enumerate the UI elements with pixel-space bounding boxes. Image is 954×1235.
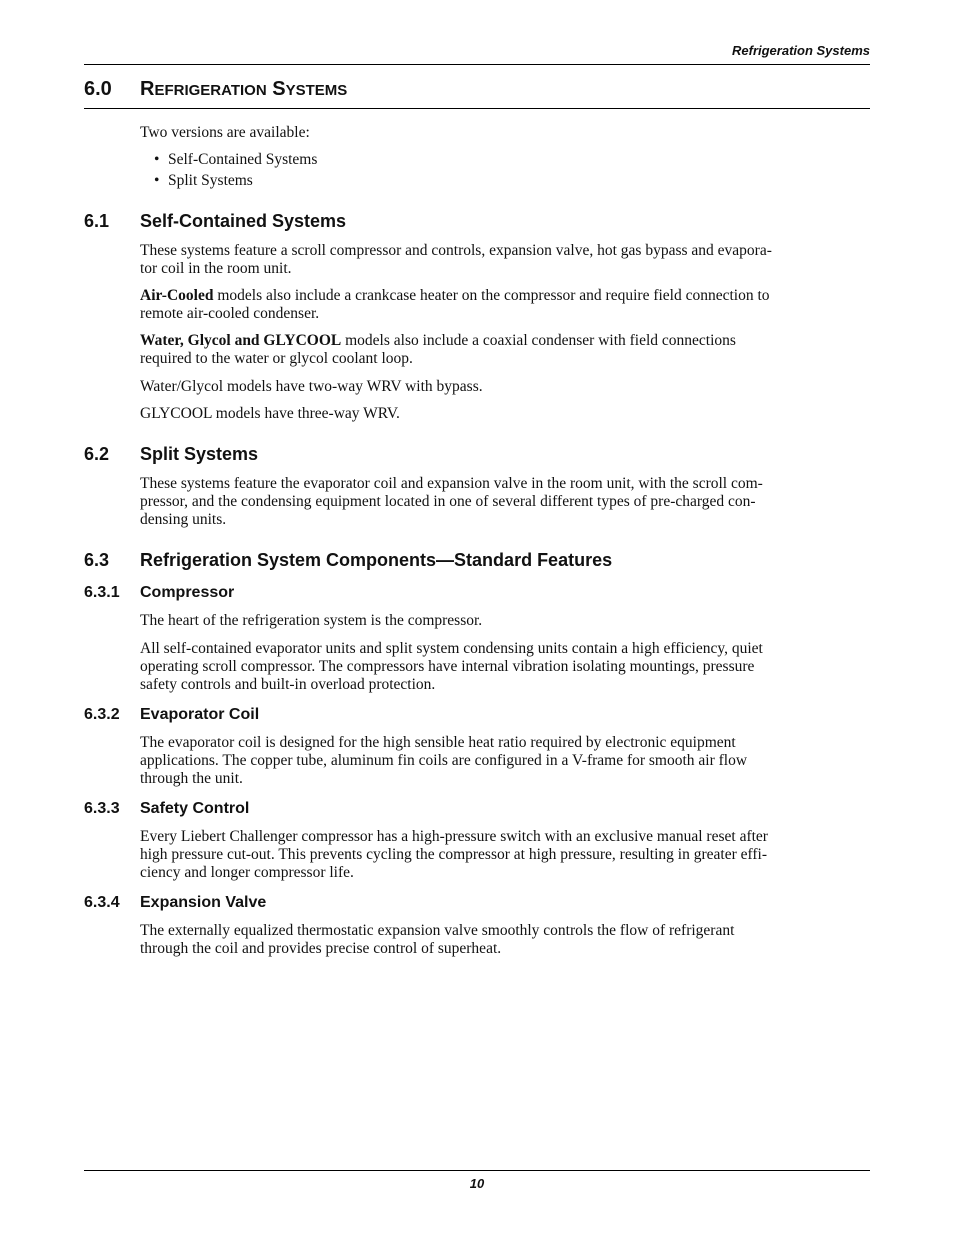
paragraph-line: operating scroll compressor. The compressors have internal vibration isolating mountings, pressure [140,658,755,675]
footer-rule [84,1170,870,1171]
section-number: 6.3 [84,550,110,570]
section-heading-6-1 [84,211,346,232]
intro-text: Two versions are available: [140,124,310,141]
running-header: Refrigeration Systems [732,43,870,58]
paragraph-line: These systems feature a scroll compressor and controls, expansion valve, hot gas bypass and evapora- [140,242,772,259]
bold-term: Air-Cooled [140,287,214,304]
chapter-heading [84,78,347,101]
section-number: 6.3.4 [84,894,120,911]
bullet-glyph: • [154,172,160,189]
paragraph-line: through the coil and provides precise control of superheat. [140,940,502,957]
paragraph-line: The evaporator coil is designed for the high sensible heat ratio required by electronic equipment [140,734,736,751]
paragraph-line: safety controls and built-in overload protection. [140,676,436,693]
section-number: 6.1 [84,211,110,231]
list-item-label: Split Systems [168,172,253,189]
paragraph-line [140,287,872,305]
paragraph-text: models also include a crankcase heater on the compressor and require field connection to [213,287,770,304]
paragraph-line: GLYCOOL models have three-way WRV. [140,405,400,422]
list-item [154,151,317,169]
section-title: Evaporator Coil [140,706,260,723]
section-title: Expansion Valve [140,894,267,911]
subsection-heading-6-3-1 [84,584,234,602]
chapter-title-rest-1: EFRIGERATION [154,82,267,99]
chapter-title-rest-2: YSTEMS [285,82,348,99]
paragraph-text: models also include a coaxial condenser with field connections [341,332,736,349]
list-item [154,172,253,190]
section-title: Safety Control [140,800,250,817]
chapter-rule [84,108,870,109]
paragraph-line: pressor, and the condensing equipment located in one of several different types of pre-charged con- [140,493,756,510]
paragraph-line: densing units. [140,511,227,528]
paragraph-line: through the unit. [140,770,243,787]
section-number: 6.3.3 [84,800,120,817]
paragraph-line: tor coil in the room unit. [140,260,292,277]
page-number: 10 [469,1176,485,1191]
paragraph-line: remote air-cooled condenser. [140,305,320,322]
section-title: Self-Contained Systems [140,211,347,231]
section-title: Compressor [140,584,235,601]
paragraph-line: required to the water or glycol coolant loop. [140,350,413,367]
bold-term: Water, Glycol and GLYCOOL [140,332,342,349]
subsection-heading-6-3-2 [84,706,259,724]
paragraph-line: Every Liebert Challenger compressor has a high-pressure switch with an exclusive manual reset after [140,828,768,845]
section-heading-6-3 [84,550,612,571]
list-item-label: Self-Contained Systems [168,151,318,168]
chapter-title-initial-1: R [140,78,155,100]
paragraph-line: ciency and longer compressor life. [140,864,354,881]
section-title: Split Systems [140,444,259,464]
section-number: 6.3.1 [84,584,120,601]
subsection-heading-6-3-3 [84,800,249,818]
header-rule [84,64,870,65]
bullet-glyph: • [154,151,160,168]
subsection-heading-6-3-4 [84,894,266,912]
paragraph-line: high pressure cut-out. This prevents cycling the compressor at high pressure, resulting in greater effi- [140,846,768,863]
section-title: Refrigeration System Components—Standard Features [140,550,613,570]
section-heading-6-2 [84,444,258,465]
paragraph-line [140,332,872,350]
paragraph-line: These systems feature the evaporator coil and expansion valve in the room unit, with the scroll com- [140,475,763,492]
paragraph-line: The heart of the refrigeration system is the compressor. [140,612,483,629]
paragraph-line: The externally equalized thermostatic expansion valve smoothly controls the flow of refrigerant [140,922,735,939]
paragraph-line: Water/Glycol models have two-way WRV with bypass. [140,378,483,395]
paragraph-line: All self-contained evaporator units and split system condensing units contain a high efficiency, quiet [140,640,763,657]
chapter-title-initial-2: S [272,78,286,100]
section-number: 6.3.2 [84,706,120,723]
section-number: 6.2 [84,444,110,464]
chapter-number: 6.0 [84,78,112,100]
paragraph-line: applications. The copper tube, aluminum fin coils are configured in a V-frame for smooth air flow [140,752,748,769]
